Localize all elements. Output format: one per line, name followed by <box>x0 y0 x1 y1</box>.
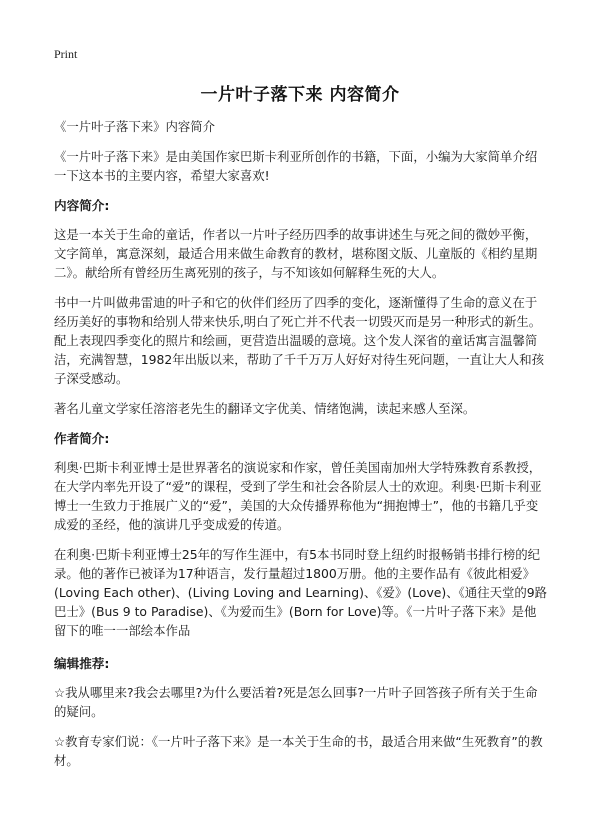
editor-paragraph: ☆教育专家们说：《一片叶子落下来》是一本关于生命的书，最适合用来做“生死教育”的教材。 <box>54 734 543 768</box>
editor-paragraph: ☆我从哪里来?我会去哪里?为什么要活着?死是怎么回事?一片叶子回答孩子所有关于生命的疑问。 <box>54 685 538 719</box>
article-subtitle: 《一片叶子落下来》内容简介 <box>54 119 216 134</box>
summary-paragraph: 这是一本关于生命的童话，作者以一片叶子经历四季的故事讲述生与死之间的微妙平衡，文字简单，寓意深刻，最适合用来做生命教育的教材，堪称图文版、儿童版的《相约星期二》。献给所有曾经历生离死别的孩子，与不知该如何解释生死的大人。 <box>54 227 538 280</box>
author-paragraph: 利奥·巴斯卡利亚博士是世界著名的演说家和作家，曾任美国南加州大学特殊教育系教授，在大学内率先开设了“爱”的课程，受到了学生和社会各阶层人士的欢迎。利奥·巴斯卡利亚博士一生致力于推展广义的“爱”，美国的大众传播界称他为“拥抱博士”，他的书籍几乎变成爱的圣经，他的演讲几乎变成爱的传道。 <box>54 460 542 532</box>
author-paragraph: 在利奥·巴斯卡利亚博士25年的写作生涯中，有5本书同时登上纽约时报畅销书排行榜的纪录。他的著作已被译为17种语言，发行量超过1800万册。他的主要作品有《彼此相爱》(Loving Each other)、(Living Loving and Learning)、《爱》(Love)、《通往天堂的9路巴士》(Bus 9 to Paradise)、《为爱而生》(Born for Love)等。《一片叶子落下来》是他留下的唯一一部绘本作品 <box>54 547 548 638</box>
author-heading: 作者简介: <box>54 431 110 446</box>
article-body <box>54 117 548 781</box>
page-title: 一片叶子落下来 内容简介 <box>200 85 400 105</box>
summary-paragraph: 著名儿童文学家任溶溶老先生的翻译文字优美、情绪饱满，读起来感人至深。 <box>54 401 476 416</box>
editor-heading: 编辑推荐: <box>54 656 110 671</box>
print-link[interactable]: Print <box>54 47 78 61</box>
summary-paragraph: 书中一片叫做弗雷迪的叶子和它的伙伴们经历了四季的变化，逐渐懂得了生命的意义在于经历美好的事物和给别人带来快乐,明白了死亡并不代表一切毁灭而是另一种形式的新生。配上表现四季变化的照片和绘画，更营造出温暖的意境。这个发人深省的童话寓言温馨简洁，充满智慧，1982年出版以来，帮助了千千万万人好好对待生死问题，一直让大人和孩子深受感动。 <box>54 295 544 386</box>
summary-heading: 内容简介: <box>54 198 110 213</box>
intro-paragraph: 《一片叶子落下来》是由美国作家巴斯卡利亚所创作的书籍，下面，小编为大家简单介绍一下这本书的主要内容，希望大家喜欢! <box>54 149 538 183</box>
